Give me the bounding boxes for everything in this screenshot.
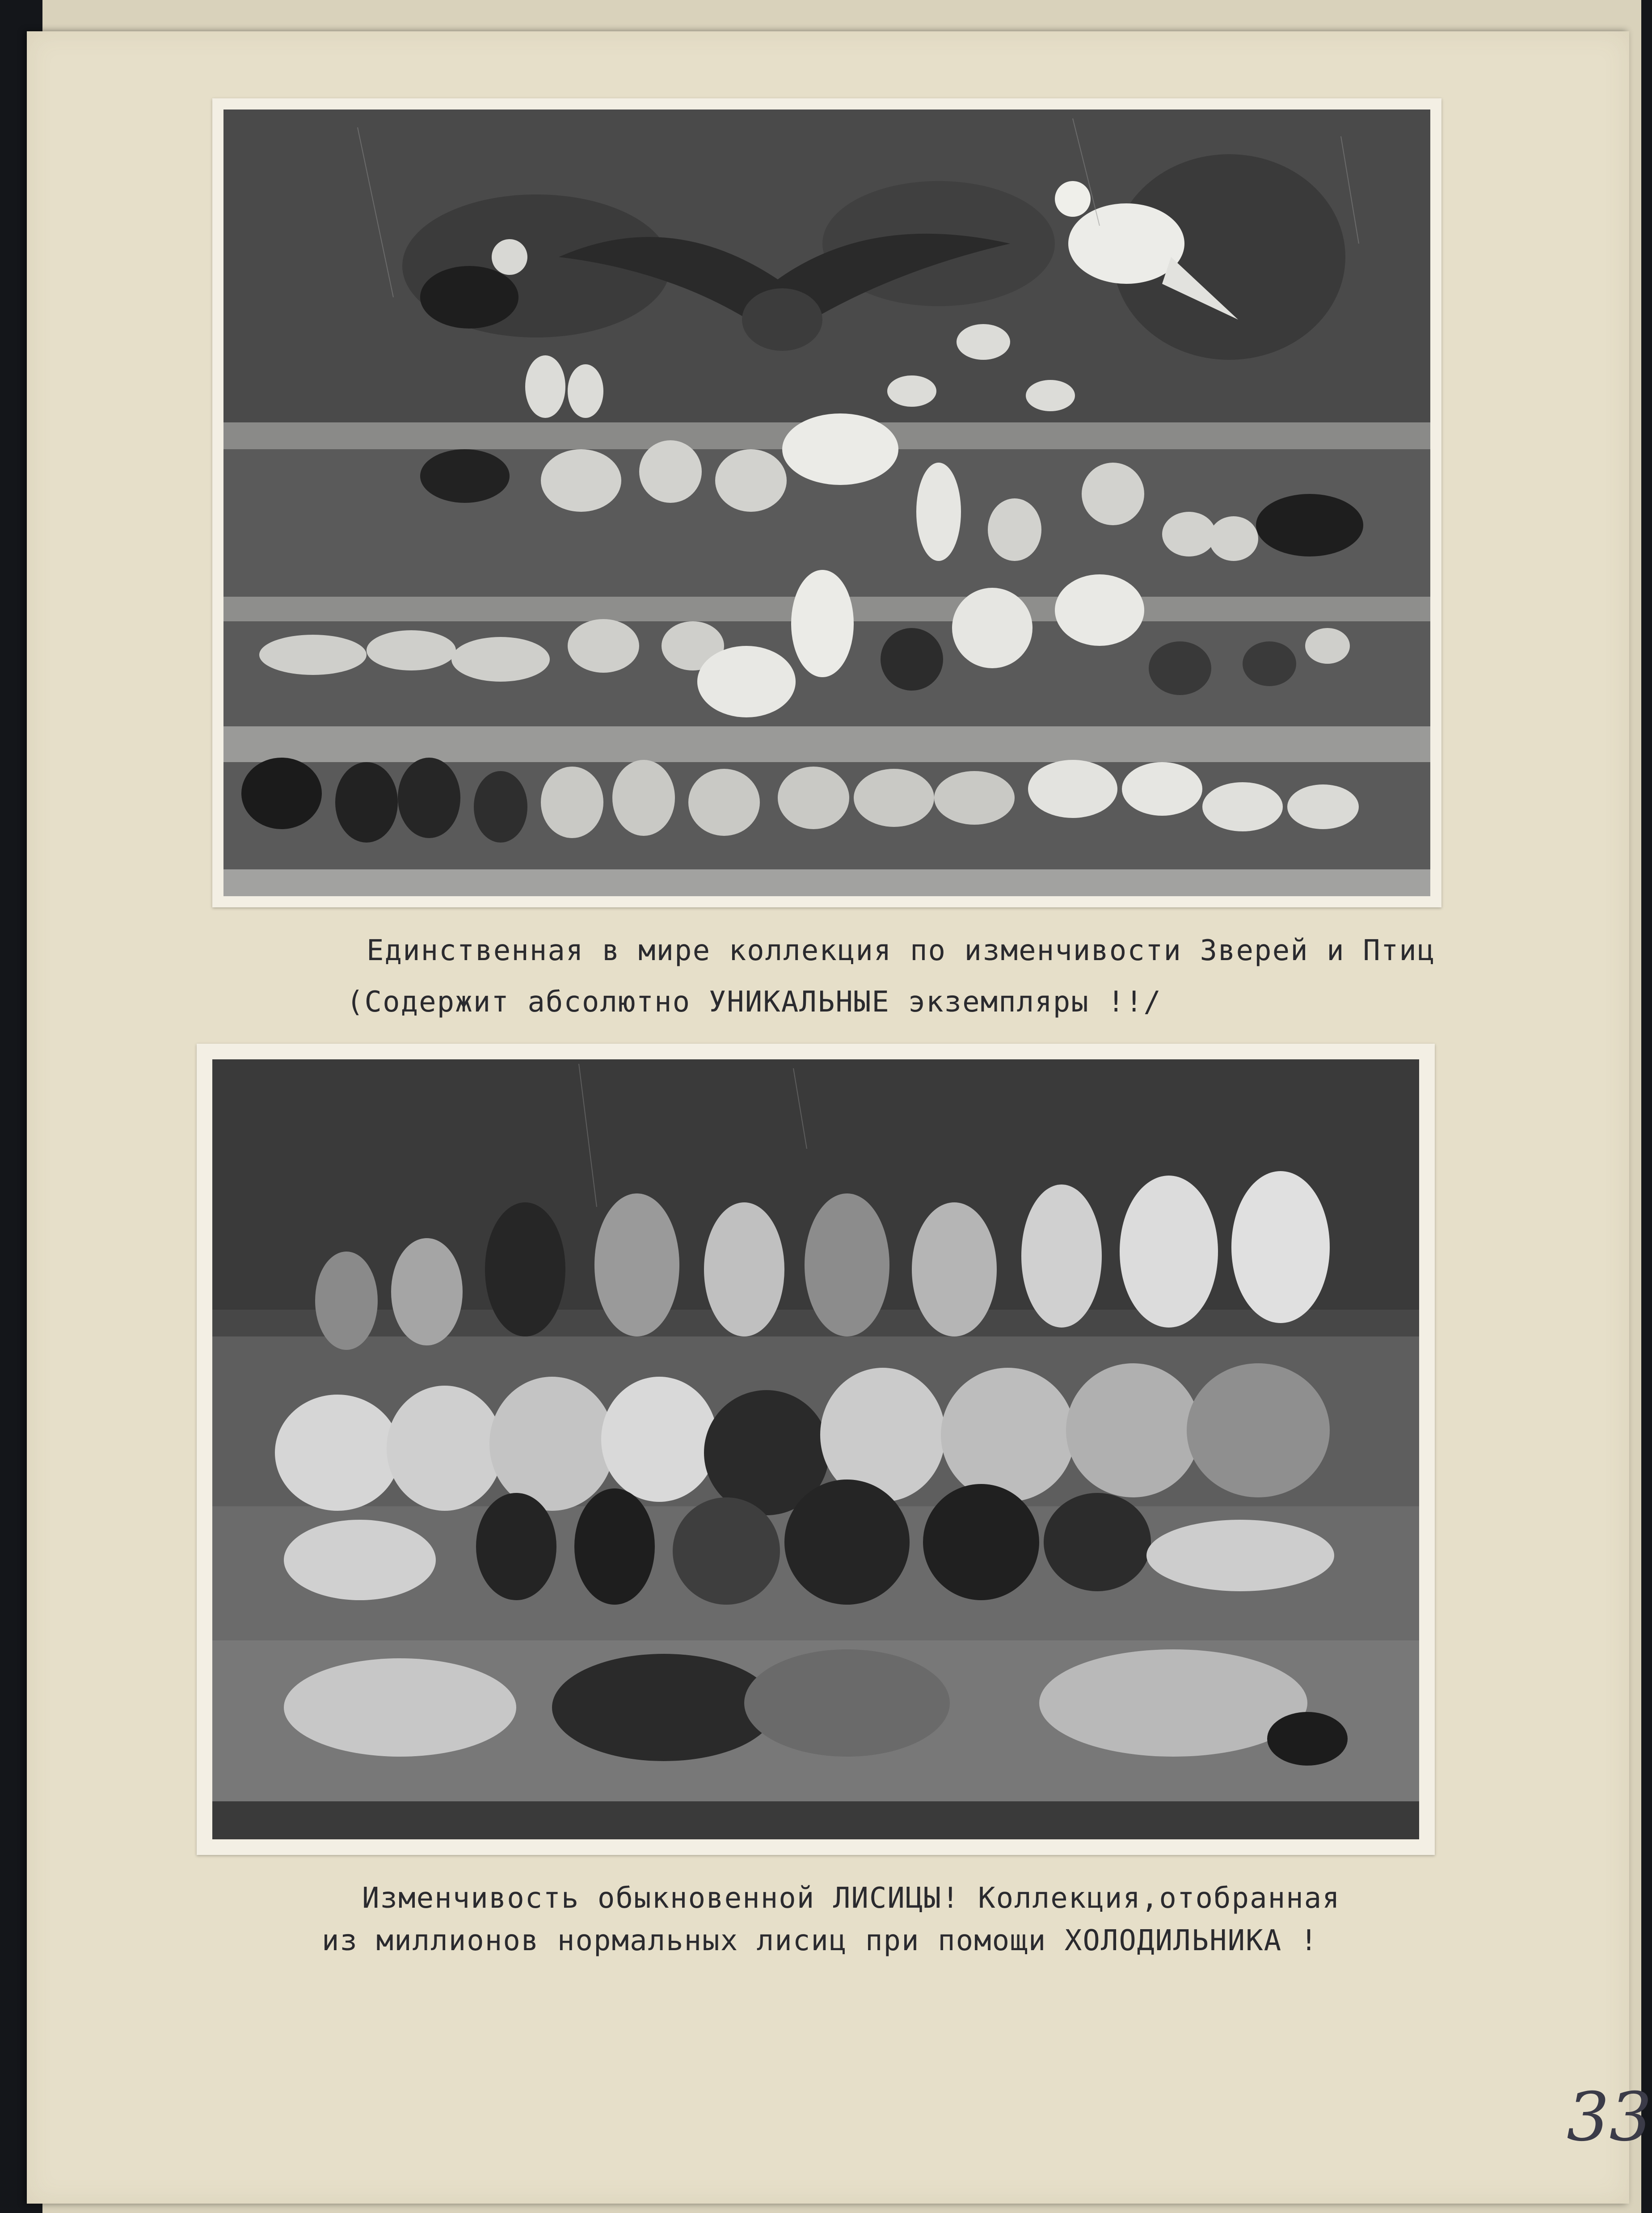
fox-collection-image (212, 1059, 1419, 1839)
bird-collection-image (223, 110, 1430, 896)
bird-caption-line-2: (Содержит абсолютно УНИКАЛЬНЫЕ экземпляры !!/ (346, 986, 1162, 1019)
bird-caption-line-1: Единственная в мире коллекция по изменчивости Зверей и Птиц (367, 934, 1436, 967)
fox-caption-line-2: из миллионов нормальных лисиц при помощи ХОЛОДИЛЬНИКА ! (322, 1924, 1319, 1957)
fox-collection-photo (197, 1044, 1435, 1855)
fox-caption-line-1: Изменчивость обыкновенной ЛИСИЦЫ! Коллекция,отобранная (362, 1882, 1340, 1915)
bird-collection-photo (212, 98, 1441, 907)
page-number: 33 (1567, 2078, 1652, 2156)
album-page (27, 31, 1652, 2204)
